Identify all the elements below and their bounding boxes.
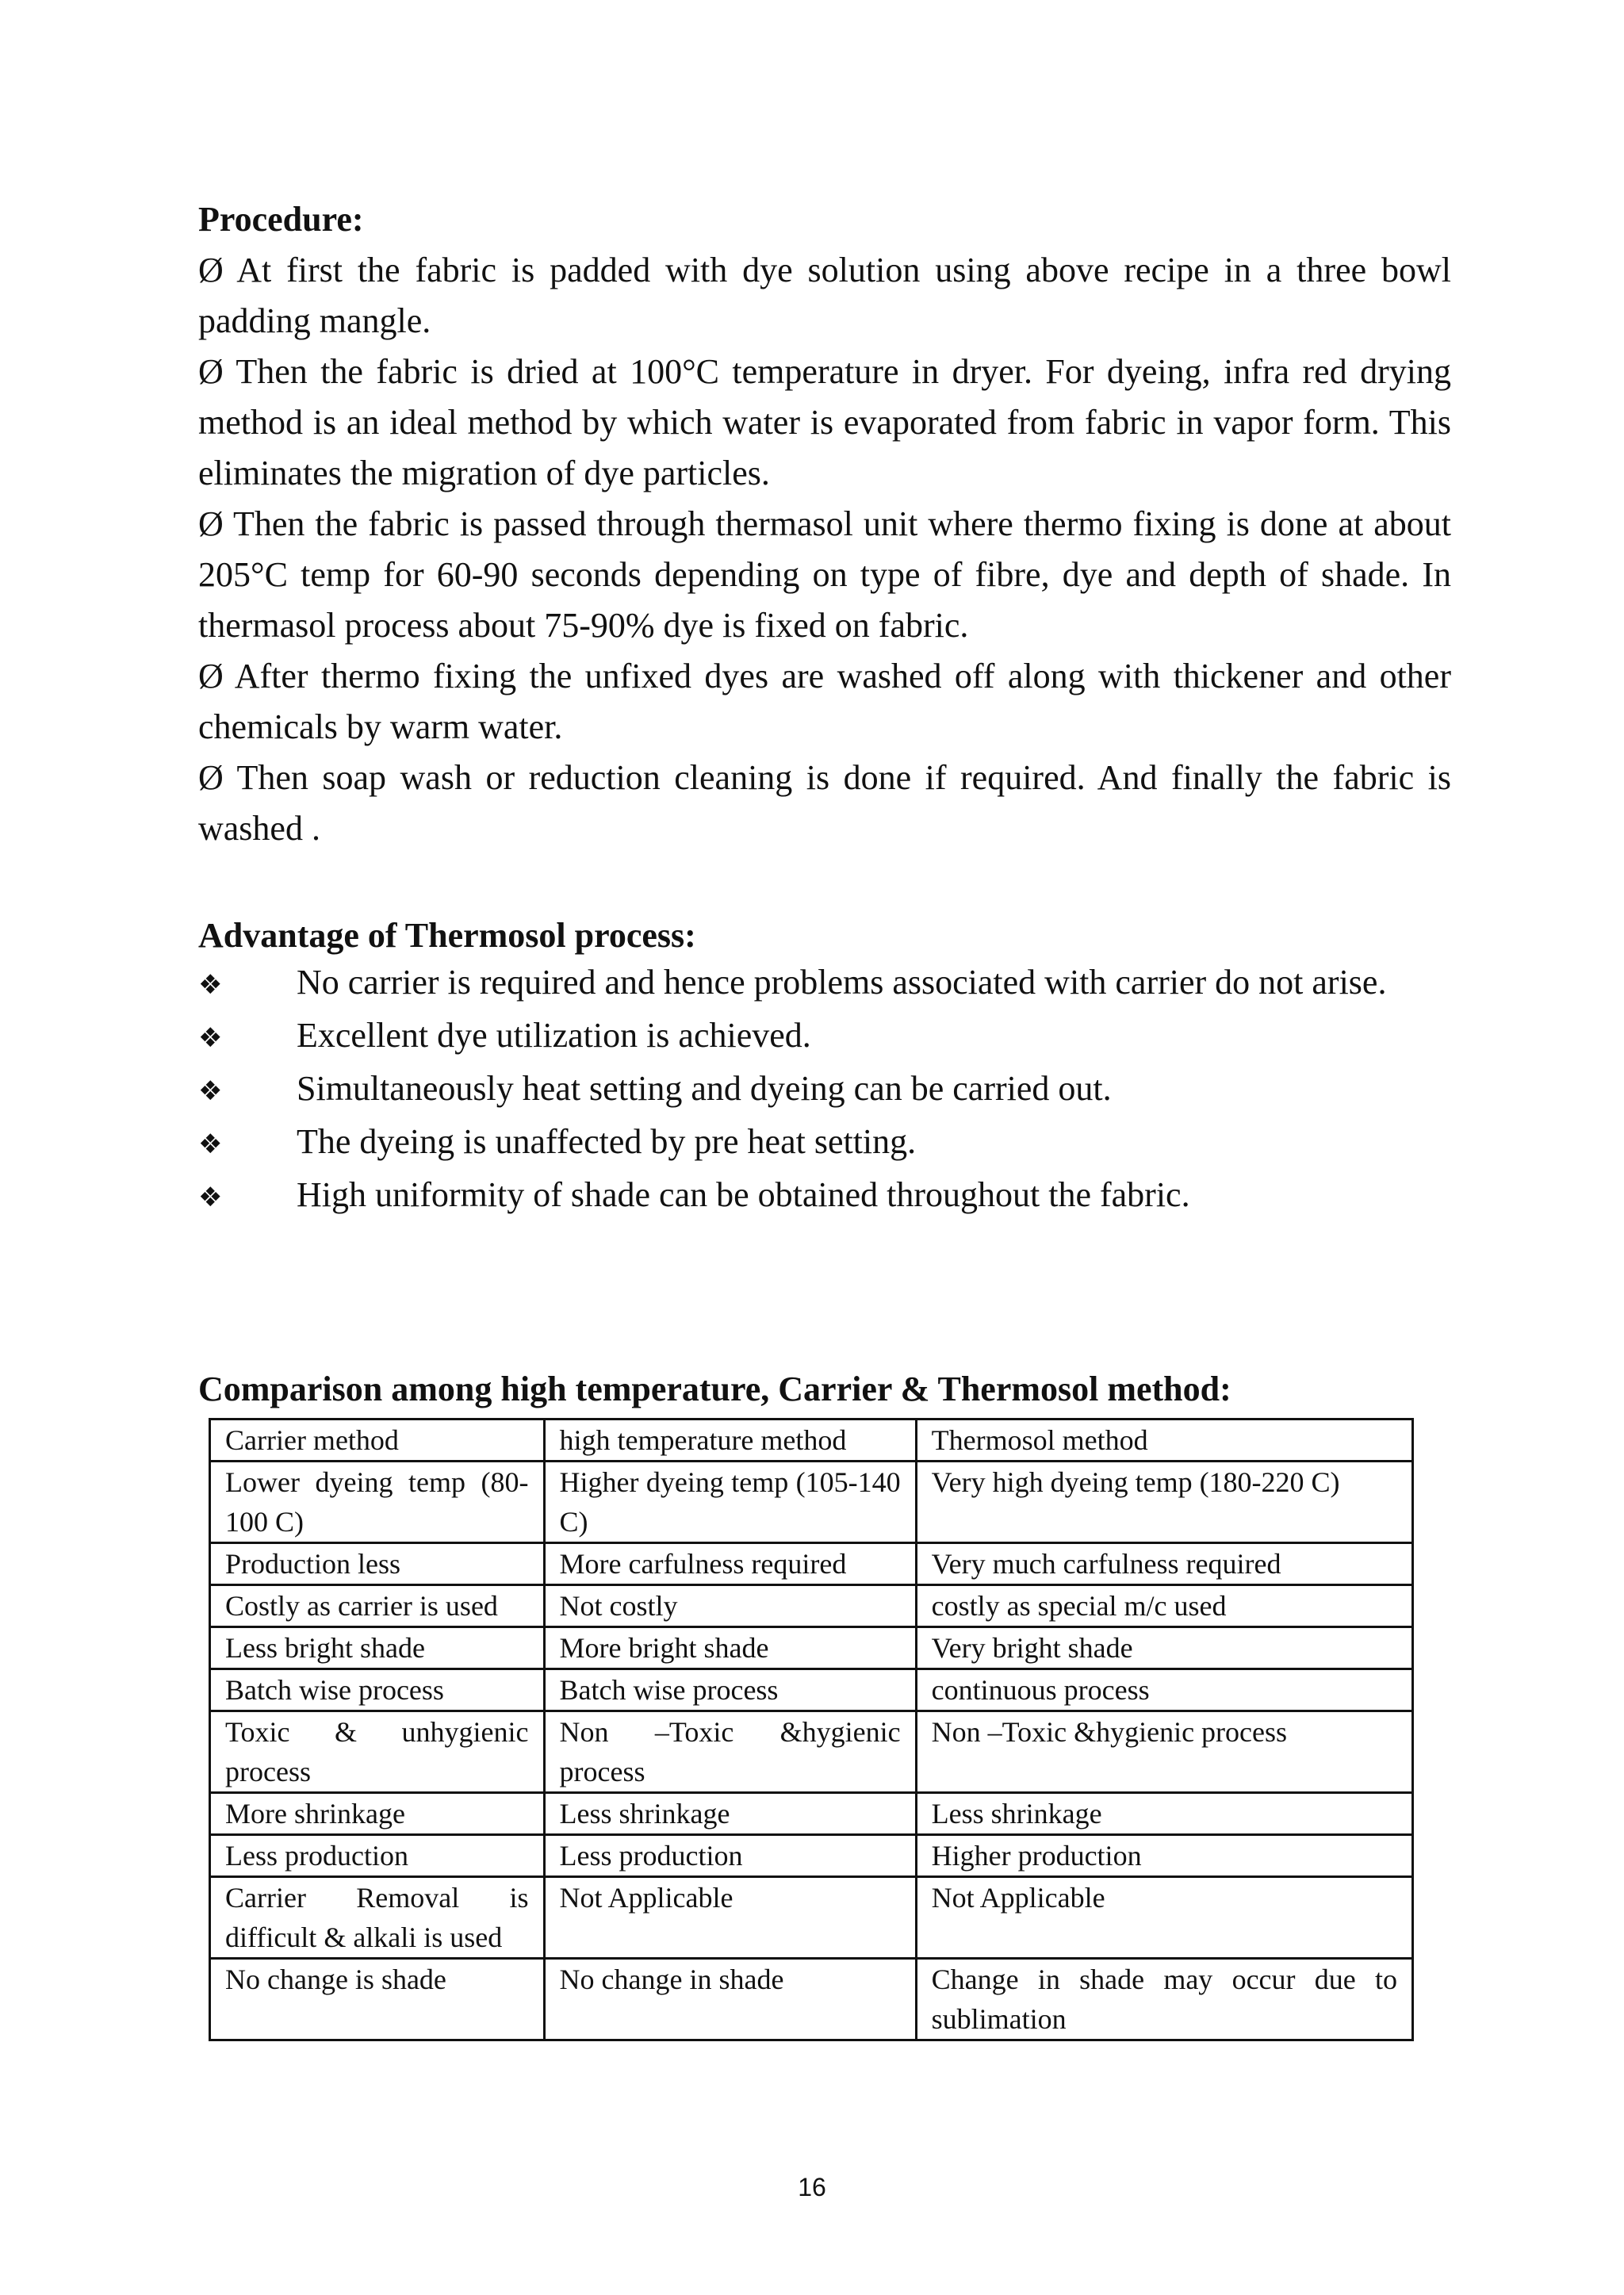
diamond-bullet-icon: ❖ (198, 1022, 223, 1054)
procedure-heading: Procedure: (198, 200, 364, 239)
procedure-step: Ø Then soap wash or reduction cleaning is done if required. And finally the fabric is washed . (198, 758, 1451, 848)
comparison-heading: Comparison among high temperature, Carrier & Thermosol method: (198, 1370, 1231, 1408)
table-cell-thermosol: Thermosol method (916, 1420, 1412, 1462)
table-row (210, 1462, 1413, 1543)
advantages-list (198, 957, 1451, 1223)
table-cell-carrier: Toxic & unhygienic process (210, 1711, 545, 1793)
advantage-item (198, 957, 1451, 1010)
table-cell-high-temperature: Higher dyeing temp (105-140 C) (544, 1462, 916, 1543)
table-cell-thermosol: Higher production (916, 1835, 1412, 1877)
table-cell-high-temperature: Less production (544, 1835, 916, 1877)
advantage-item (198, 1170, 1451, 1223)
table-row (210, 1585, 1413, 1627)
advantage-text: The dyeing is unaffected by pre heat setting. (297, 1122, 917, 1161)
table-row (210, 1543, 1413, 1585)
table-cell-thermosol: Change in shade may occur due to sublimation (916, 1959, 1412, 2040)
table-cell-high-temperature: Not Applicable (544, 1877, 916, 1959)
table-cell-thermosol: costly as special m/c used (916, 1585, 1412, 1627)
table-row (210, 1627, 1413, 1669)
advantages-heading: Advantage of Thermosol process: (198, 916, 696, 955)
diamond-bullet-icon: ❖ (198, 969, 223, 1001)
procedure-step: Ø After thermo fixing the unfixed dyes are washed off along with thickener and other chemicals by warm water. (198, 657, 1451, 746)
table-cell-carrier: Costly as carrier is used (210, 1585, 545, 1627)
table-cell-high-temperature: More carfulness required (544, 1543, 916, 1585)
table-cell-carrier: Carrier method (210, 1420, 545, 1462)
table-cell-carrier: More shrinkage (210, 1793, 545, 1835)
table-cell-carrier: Production less (210, 1543, 545, 1585)
advantage-text: No carrier is required and hence problems associated with carrier do not arise. (297, 963, 1387, 1002)
table-cell-thermosol: Not Applicable (916, 1877, 1412, 1959)
procedure-body (198, 245, 1451, 854)
procedure-step: Ø Then the fabric is passed through thermasol unit where thermo fixing is done at about 205°C temp for 60-90 seconds depending on type of fibre, dye and depth of shade. In thermasol process about 75-90% dye is fixed on fabric. (198, 504, 1451, 645)
table-cell-high-temperature: Non –Toxic &hygienic process (544, 1711, 916, 1793)
table-cell-high-temperature: More bright shade (544, 1627, 916, 1669)
page-number: 16 (798, 2173, 826, 2201)
table-row (210, 1420, 1413, 1462)
table-row (210, 1793, 1413, 1835)
table-cell-carrier: No change is shade (210, 1959, 545, 2040)
table-cell-thermosol: Less shrinkage (916, 1793, 1412, 1835)
advantage-text: Excellent dye utilization is achieved. (297, 1016, 811, 1055)
table-cell-high-temperature: Not costly (544, 1585, 916, 1627)
table-cell-carrier: Less bright shade (210, 1627, 545, 1669)
diamond-bullet-icon: ❖ (198, 1075, 223, 1107)
table-row (210, 1877, 1413, 1959)
table-row (210, 1959, 1413, 2040)
procedure-step: Ø Then the fabric is dried at 100°C temperature in dryer. For dyeing, infra red drying method is an ideal method by which water is evaporated from fabric in vapor form. This eliminates the migration of dye particles. (198, 352, 1451, 492)
advantage-text: High uniformity of shade can be obtained throughout the fabric. (297, 1175, 1190, 1214)
table-cell-thermosol: continuous process (916, 1669, 1412, 1711)
table-cell-high-temperature: Batch wise process (544, 1669, 916, 1711)
procedure-step: Ø At first the fabric is padded with dye solution using above recipe in a three bowl padding mangle. (198, 251, 1451, 340)
table-cell-carrier: Carrier Removal is difficult & alkali is used (210, 1877, 545, 1959)
table-cell-high-temperature: No change in shade (544, 1959, 916, 2040)
table-cell-thermosol: Very bright shade (916, 1627, 1412, 1669)
table-cell-high-temperature: high temperature method (544, 1420, 916, 1462)
advantage-item (198, 1010, 1451, 1063)
table-cell-thermosol: Very much carfulness required (916, 1543, 1412, 1585)
table-row (210, 1835, 1413, 1877)
advantage-item (198, 1117, 1451, 1170)
table-cell-carrier: Less production (210, 1835, 545, 1877)
diamond-bullet-icon: ❖ (198, 1128, 223, 1160)
table-row (210, 1711, 1413, 1793)
advantage-item (198, 1063, 1451, 1117)
table-cell-carrier: Batch wise process (210, 1669, 545, 1711)
table-row (210, 1669, 1413, 1711)
diamond-bullet-icon: ❖ (198, 1182, 223, 1213)
table-cell-thermosol: Non –Toxic &hygienic process (916, 1711, 1412, 1793)
table-cell-carrier: Lower dyeing temp (80-100 C) (210, 1462, 545, 1543)
advantage-text: Simultaneously heat setting and dyeing can be carried out. (297, 1069, 1112, 1108)
table-cell-thermosol: Very high dyeing temp (180-220 C) (916, 1462, 1412, 1543)
table-cell-high-temperature: Less shrinkage (544, 1793, 916, 1835)
comparison-table (209, 1418, 1414, 2041)
